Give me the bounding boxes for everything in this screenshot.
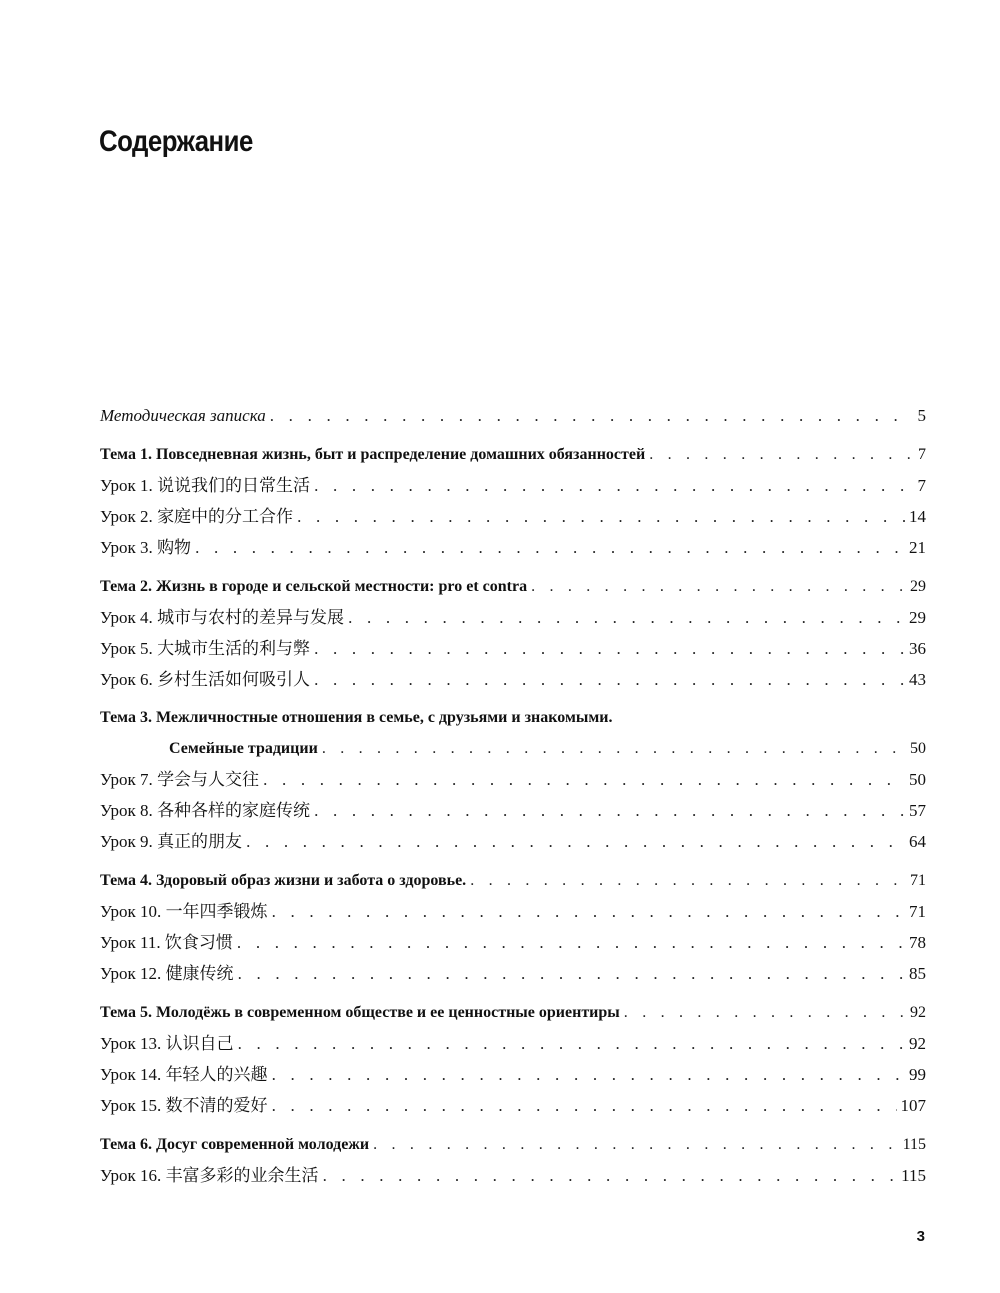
toc-topic-title: Тема 4. Здоровый образ жизни и забота о здоровье. — [100, 872, 467, 889]
toc-leader-dots — [272, 1059, 905, 1090]
lesson-chinese-title: 健康传统 — [165, 964, 234, 984]
toc-leader-dots — [246, 826, 905, 857]
toc-lesson-1[interactable] — [100, 470, 926, 501]
toc-leader-dots — [270, 400, 912, 431]
toc-lesson-title — [100, 927, 233, 959]
lesson-chinese-title: 说说我们的日常生活 — [157, 476, 311, 496]
toc-page-number: 99 — [909, 1065, 926, 1084]
lesson-prefix: Урок 9. — [100, 832, 158, 851]
toc-lesson-8[interactable] — [100, 795, 926, 826]
toc-lesson-title — [100, 795, 310, 827]
toc-page-number: 50 — [910, 740, 926, 757]
lesson-prefix: Урок 4. — [100, 608, 158, 627]
toc-page-number: 50 — [909, 770, 926, 789]
lesson-chinese-title: 真正的朋友 — [157, 832, 243, 852]
toc-page-number: 57 — [909, 801, 926, 820]
lesson-prefix: Урок 2. — [100, 507, 158, 526]
toc-leader-dots — [272, 896, 905, 927]
toc-leader-dots — [314, 470, 912, 501]
toc-lesson-7[interactable] — [100, 764, 926, 795]
lesson-prefix: Урок 11. — [100, 933, 165, 952]
toc-page-number: 71 — [909, 902, 926, 921]
toc-topic-4[interactable] — [100, 865, 926, 896]
toc-leader-dots — [373, 1129, 898, 1160]
toc-lesson-9[interactable] — [100, 826, 926, 857]
toc-page-number: 7 — [918, 446, 926, 463]
toc-topic-title-line-2: Семейные традиции — [169, 740, 318, 757]
toc-leader-dots — [624, 997, 906, 1028]
page-title: Содержание — [99, 125, 253, 158]
toc-topic-3-continuation[interactable] — [100, 733, 926, 764]
toc-page-number: 92 — [909, 1034, 926, 1053]
lesson-prefix: Урок 7. — [100, 770, 158, 789]
toc-lesson-title — [100, 826, 242, 858]
toc-leader-dots — [238, 958, 905, 989]
toc-page-number: 85 — [909, 964, 926, 983]
toc-lesson-title — [100, 896, 268, 928]
lesson-prefix: Урок 16. — [100, 1166, 166, 1185]
toc-page-number: 14 — [909, 507, 926, 526]
toc-leader-dots — [649, 439, 912, 470]
toc-topic-title: Тема 2. Жизнь в городе и сельской местности: pro et contra — [100, 578, 528, 595]
lesson-prefix: Урок 12. — [100, 964, 166, 983]
lesson-prefix: Урок 8. — [100, 801, 158, 820]
toc-lesson-3[interactable] — [100, 532, 926, 563]
toc-lesson-5[interactable] — [100, 633, 926, 664]
toc-topic-title: Тема 6. Досуг современной молодежи — [100, 1136, 370, 1153]
toc-leader-dots — [272, 1090, 897, 1121]
lesson-chinese-title: 学会与人交往 — [157, 770, 260, 790]
toc-lesson-2[interactable] — [100, 501, 926, 532]
lesson-prefix: Урок 1. — [100, 476, 158, 495]
toc-leader-dots — [237, 927, 905, 958]
toc-page-number: 7 — [917, 476, 926, 495]
lesson-chinese-title: 丰富多彩的业余生活 — [165, 1166, 319, 1186]
toc-topic-3[interactable] — [100, 703, 926, 733]
toc-page-number: 21 — [909, 538, 926, 557]
lesson-prefix: Урок 5. — [100, 639, 158, 658]
toc-lesson-title — [100, 958, 234, 990]
toc-page-number: 64 — [909, 832, 926, 851]
toc-leader-dots — [263, 764, 905, 795]
lesson-chinese-title: 购物 — [157, 538, 192, 558]
lesson-chinese-title: 年轻人的兴趣 — [165, 1065, 268, 1085]
lesson-prefix: Урок 3. — [100, 538, 158, 557]
toc-page-number: 78 — [909, 933, 926, 952]
toc-lesson-title — [100, 1090, 268, 1122]
toc-topic-title: Тема 5. Молодёжь в современном обществе и ее ценностные ориентиры — [100, 1004, 620, 1021]
toc-leader-dots — [348, 602, 905, 633]
toc-page-number: 107 — [900, 1096, 926, 1115]
toc-page-number: 29 — [909, 608, 926, 627]
lesson-chinese-title: 数不清的爱好 — [165, 1096, 268, 1116]
lesson-chinese-title: 各种各样的家庭传统 — [157, 801, 311, 821]
toc-page-number: 115 — [901, 1166, 926, 1185]
lesson-chinese-title: 家庭中的分工合作 — [157, 507, 294, 527]
toc-leader-dots — [531, 571, 906, 602]
toc-lesson-15[interactable] — [100, 1090, 926, 1121]
toc-topic-1[interactable] — [100, 439, 926, 470]
toc-topic-2[interactable] — [100, 571, 926, 602]
toc-lesson-title — [100, 664, 310, 696]
lesson-chinese-title: 一年四季锻炼 — [165, 902, 268, 922]
lesson-prefix: Урок 14. — [100, 1065, 166, 1084]
lesson-chinese-title: 饮食习惯 — [164, 933, 233, 953]
toc-lesson-title — [100, 501, 293, 533]
toc-entry-methodological-note[interactable] — [100, 400, 926, 431]
toc-lesson-title — [100, 1059, 268, 1091]
lesson-chinese-title: 城市与农村的差异与发展 — [157, 608, 345, 628]
toc-leader-dots — [314, 664, 905, 695]
toc-leader-dots — [297, 501, 905, 532]
toc-leader-dots — [470, 865, 906, 896]
toc-leader-dots — [314, 795, 905, 826]
toc-lesson-title — [100, 764, 259, 796]
toc-leader-dots — [238, 1028, 905, 1059]
toc-leader-dots — [314, 633, 905, 664]
toc-lesson-10[interactable] — [100, 896, 926, 927]
toc-lesson-title — [100, 1028, 234, 1060]
table-of-contents — [100, 400, 926, 1191]
toc-topic-title: Тема 1. Повседневная жизнь, быт и распределение домашних обязанностей — [100, 446, 646, 463]
toc-leader-dots — [195, 532, 905, 563]
toc-leader-dots — [322, 733, 906, 764]
page-number: 3 — [916, 1228, 925, 1245]
toc-lesson-6[interactable] — [100, 664, 926, 695]
toc-page-number: 115 — [902, 1136, 926, 1153]
lesson-prefix: Урок 13. — [100, 1034, 166, 1053]
toc-page-number: 36 — [909, 639, 926, 658]
toc-lesson-13[interactable] — [100, 1028, 926, 1059]
lesson-prefix: Урок 15. — [100, 1096, 166, 1115]
lesson-chinese-title: 认识自己 — [165, 1034, 234, 1054]
toc-lesson-4[interactable] — [100, 602, 926, 633]
toc-lesson-title — [100, 470, 310, 502]
toc-lesson-12[interactable] — [100, 958, 926, 989]
toc-page-number: 92 — [910, 1004, 926, 1021]
toc-lesson-16[interactable] — [100, 1160, 926, 1191]
toc-page-number: 43 — [909, 670, 926, 689]
toc-lesson-title — [100, 1160, 319, 1192]
toc-lesson-title — [100, 633, 310, 665]
lesson-prefix: Урок 6. — [100, 670, 158, 689]
lesson-chinese-title: 大城市生活的利与弊 — [157, 639, 311, 659]
lesson-chinese-title: 乡村生活如何吸引人 — [157, 670, 311, 690]
toc-lesson-11[interactable] — [100, 927, 926, 958]
toc-lesson-title — [100, 532, 191, 564]
toc-lesson-title — [100, 602, 344, 634]
toc-page-number: 29 — [910, 578, 926, 595]
toc-page-number: 5 — [917, 406, 926, 425]
toc-topic-6[interactable] — [100, 1129, 926, 1160]
toc-lesson-14[interactable] — [100, 1059, 926, 1090]
toc-leader-dots — [323, 1160, 898, 1191]
toc-topic-5[interactable] — [100, 997, 926, 1028]
toc-topic-title-line-1: Тема 3. Межличностные отношения в семье, с друзьями и знакомыми. — [100, 709, 613, 726]
lesson-prefix: Урок 10. — [100, 902, 166, 921]
toc-entry-title: Методическая записка — [100, 406, 266, 425]
toc-page-number: 71 — [910, 872, 926, 889]
